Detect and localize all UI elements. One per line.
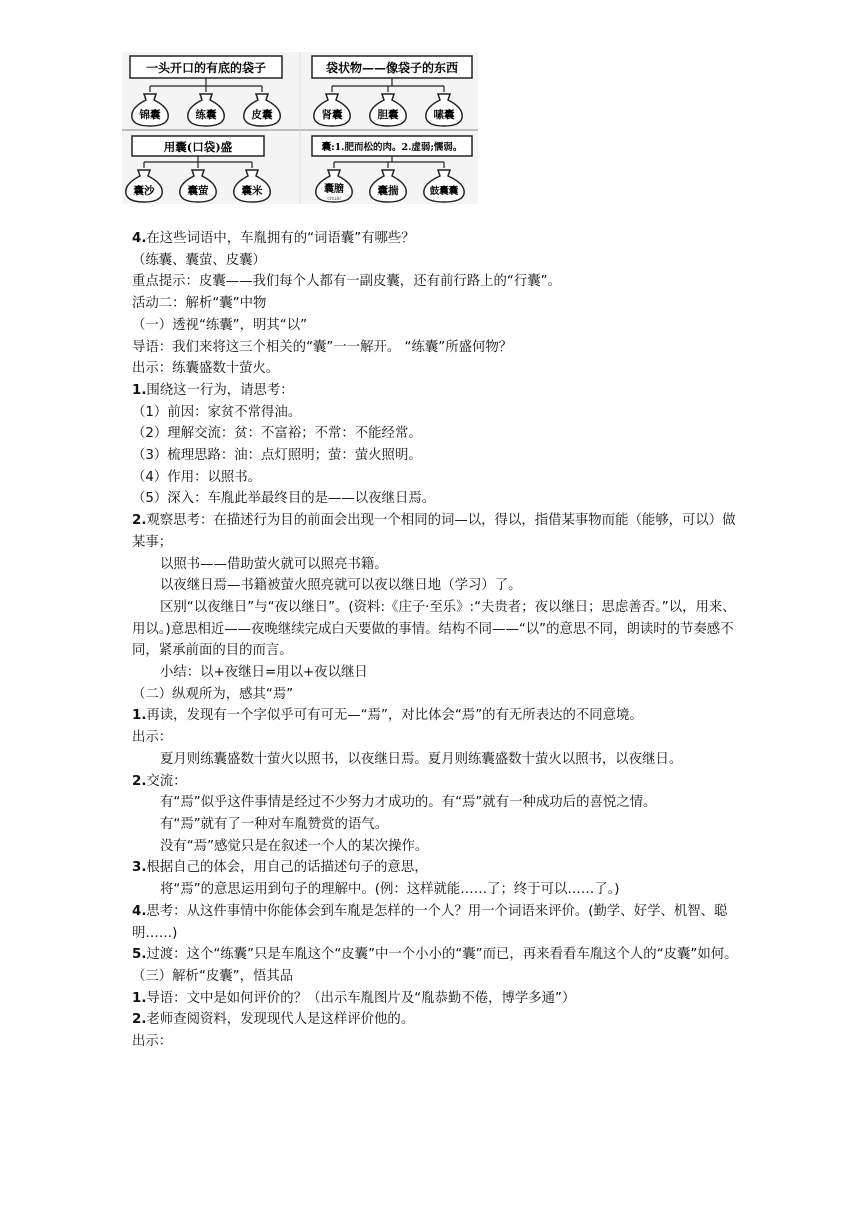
text-line	[132, 988, 742, 1010]
text-line	[132, 488, 742, 510]
text-line	[132, 445, 742, 467]
text-line	[132, 315, 742, 337]
line-text: 出示：	[132, 730, 173, 746]
line-text: （二）纵观所为，感其“焉”	[132, 686, 294, 702]
text-line	[132, 554, 742, 576]
line-text: 思考：从这件事情中你能体会到车胤是怎样的一个人？用一个词语来评价。(勤学、好学、机智、聪明……)	[132, 903, 728, 941]
bag-label: 肾囊	[321, 109, 343, 121]
item-number: 3.	[132, 860, 147, 876]
line-text: 有“焉”似乎这件事情是经过不少努力才成功的。有“焉”就有一种成功后的喜悦之情。	[160, 795, 657, 811]
line-text: 小结：以+夜继日=用以+夜以继日	[160, 665, 368, 681]
line-text: 在这些词语中，车胤拥有的“词语囊”有哪些？	[146, 231, 415, 246]
item-number: 2.	[132, 773, 147, 789]
line-text: 老师查阅资料，发现现代人是这样评价他的。	[146, 1012, 415, 1028]
line-text: 区别“以夜继日”与“夜以继日”。(资料:《庄子·至乐》:“夫贵者；夜以继日；思虑善否。”以，用来、用以。)意思相近——夜晚继续完成白天要做的事情。结构不同——“以”的意思不同，朗读时的节奏感不同，紧承前面的目的而言。	[132, 599, 736, 659]
bag-label: 嗉囊	[433, 109, 455, 121]
line-text: 根据自己的体会，用自己的话描述句子的意思，	[146, 860, 428, 876]
line-text: 活动二：解析“囊”中物	[132, 296, 267, 312]
header-top-right: 袋状物——像袋子的东西	[325, 61, 459, 75]
item-number: 1.	[132, 708, 147, 724]
pinyin-note: chuài	[327, 196, 341, 202]
line-text: 夏月则练囊盛数十萤火以照书，以夜继日焉。夏月则练囊盛数十萤火以照书，以夜继日。	[160, 751, 683, 767]
item-number: 2.	[132, 1012, 147, 1028]
bag-label: 锦囊	[139, 109, 161, 121]
item-number: 2.	[132, 513, 147, 529]
text-line	[132, 597, 742, 662]
text-line	[132, 792, 742, 814]
bag-label: 囊米	[241, 185, 263, 197]
text-line	[132, 901, 742, 944]
text-line	[132, 228, 742, 250]
text-line	[132, 662, 742, 684]
line-text: 再读，发现有一个字似乎可有可无—“焉”，对比体会“焉”的有无所表达的不同意境。	[146, 708, 643, 724]
text-line	[132, 944, 742, 966]
header-bottom-left: 用囊(口袋)盛	[163, 140, 233, 154]
line-text: （2）理解交流：贫：不富裕；不常：不能经常。	[132, 426, 422, 442]
text-line	[132, 966, 742, 988]
text-line	[132, 510, 742, 553]
bag-label: 囊膪	[324, 184, 344, 195]
line-text: 将“焉”的意思运用到句子的理解中。(例：这样就能……了；终于可以……了。)	[160, 882, 620, 898]
header-top-left: 一头开口的有底的袋子	[145, 61, 267, 75]
item-number: 4.	[132, 231, 147, 246]
bag-label: 皮囊	[251, 109, 273, 121]
bag-label: 练囊	[195, 109, 217, 121]
text-line	[132, 705, 742, 727]
text-line	[132, 1031, 742, 1053]
text-line	[132, 358, 742, 380]
line-text: （5）深入：车胤此举最终目的是——以夜继日焉。	[132, 491, 436, 507]
text-line	[132, 771, 742, 793]
text-line	[132, 1009, 742, 1031]
line-text: 观察思考：在描述行为目的前面会出现一个相同的词—以，得以，指借某事物而能（能够，可以）做某事；	[132, 513, 736, 550]
line-text: （3）梳理思路：油：点灯照明；萤：萤火照明。	[132, 448, 422, 464]
text-line	[132, 814, 742, 836]
text-line	[132, 857, 742, 879]
bag-label: 囊沙	[133, 185, 155, 197]
text-line	[132, 293, 742, 315]
text-line	[132, 402, 742, 424]
item-number: 1.	[132, 990, 147, 1006]
lesson-text	[132, 228, 742, 1053]
line-text: 交流：	[146, 773, 187, 789]
line-text: （一）透视“练囊”，明其“以”	[132, 317, 308, 333]
line-text: 有“焉”就有了一种对车胤赞赏的语气。	[160, 816, 389, 832]
line-text: （练囊、囊萤、皮囊）	[132, 252, 266, 268]
line-text: （三）解析“皮囊”，悟其品	[132, 968, 294, 984]
text-line	[132, 250, 742, 272]
line-text: 以照书——借助萤火就可以照亮书籍。	[160, 556, 388, 572]
text-line	[132, 727, 742, 749]
line-text: 导语：我们来将这三个相关的“囊”一一解开。 “练囊”所盛何物？	[132, 339, 513, 355]
line-text: 围绕这一行为，请思考：	[146, 382, 294, 398]
line-text: 重点提示：皮囊——我们每个人都有一副皮囊，还有前行路上的“行囊”。	[132, 274, 561, 290]
bag-label: 囊萤	[187, 185, 209, 197]
line-text: 以夜继日焉—书籍被萤火照亮就可以夜以继日地（学习）了。	[160, 578, 522, 594]
text-line	[132, 423, 742, 445]
word-bag-diagram	[122, 52, 478, 204]
line-text: 出示：	[132, 1034, 173, 1050]
bag-label: 鼓囊囊	[429, 186, 459, 197]
line-text: 没有“焉”感觉只是在叙述一个人的某次操作。	[160, 838, 429, 854]
line-text: （1）前因：家贫不常得油。	[132, 404, 302, 420]
header-bottom-right: 囊:1.肥而松的肉。2.虚弱;懦弱。	[321, 142, 463, 153]
line-text: 出示：练囊盛数十萤火。	[132, 361, 280, 377]
bag-label: 囊揣	[377, 185, 399, 197]
text-line	[132, 575, 742, 597]
item-number: 4.	[132, 903, 147, 919]
text-line	[132, 749, 742, 771]
text-line	[132, 467, 742, 489]
line-text: （4）作用：以照书。	[132, 469, 262, 485]
text-line	[132, 271, 742, 293]
word-bag-diagram-svg	[122, 52, 478, 204]
item-number: 5.	[132, 947, 147, 963]
line-text: 过渡：这个“练囊”只是车胤这个“皮囊”中一个小小的“囊”而已，再来看看车胤这个人的“皮囊”如何。	[146, 947, 738, 963]
text-line	[132, 337, 742, 359]
text-line	[132, 836, 742, 858]
text-line	[132, 684, 742, 706]
bag-label: 胆囊	[377, 109, 399, 121]
text-line	[132, 380, 742, 402]
line-text: 导语：文中是如何评价的？（出示车胤图片及“胤恭勤不倦，博学多通”）	[146, 990, 576, 1006]
item-number: 1.	[132, 382, 147, 398]
text-line	[132, 879, 742, 901]
